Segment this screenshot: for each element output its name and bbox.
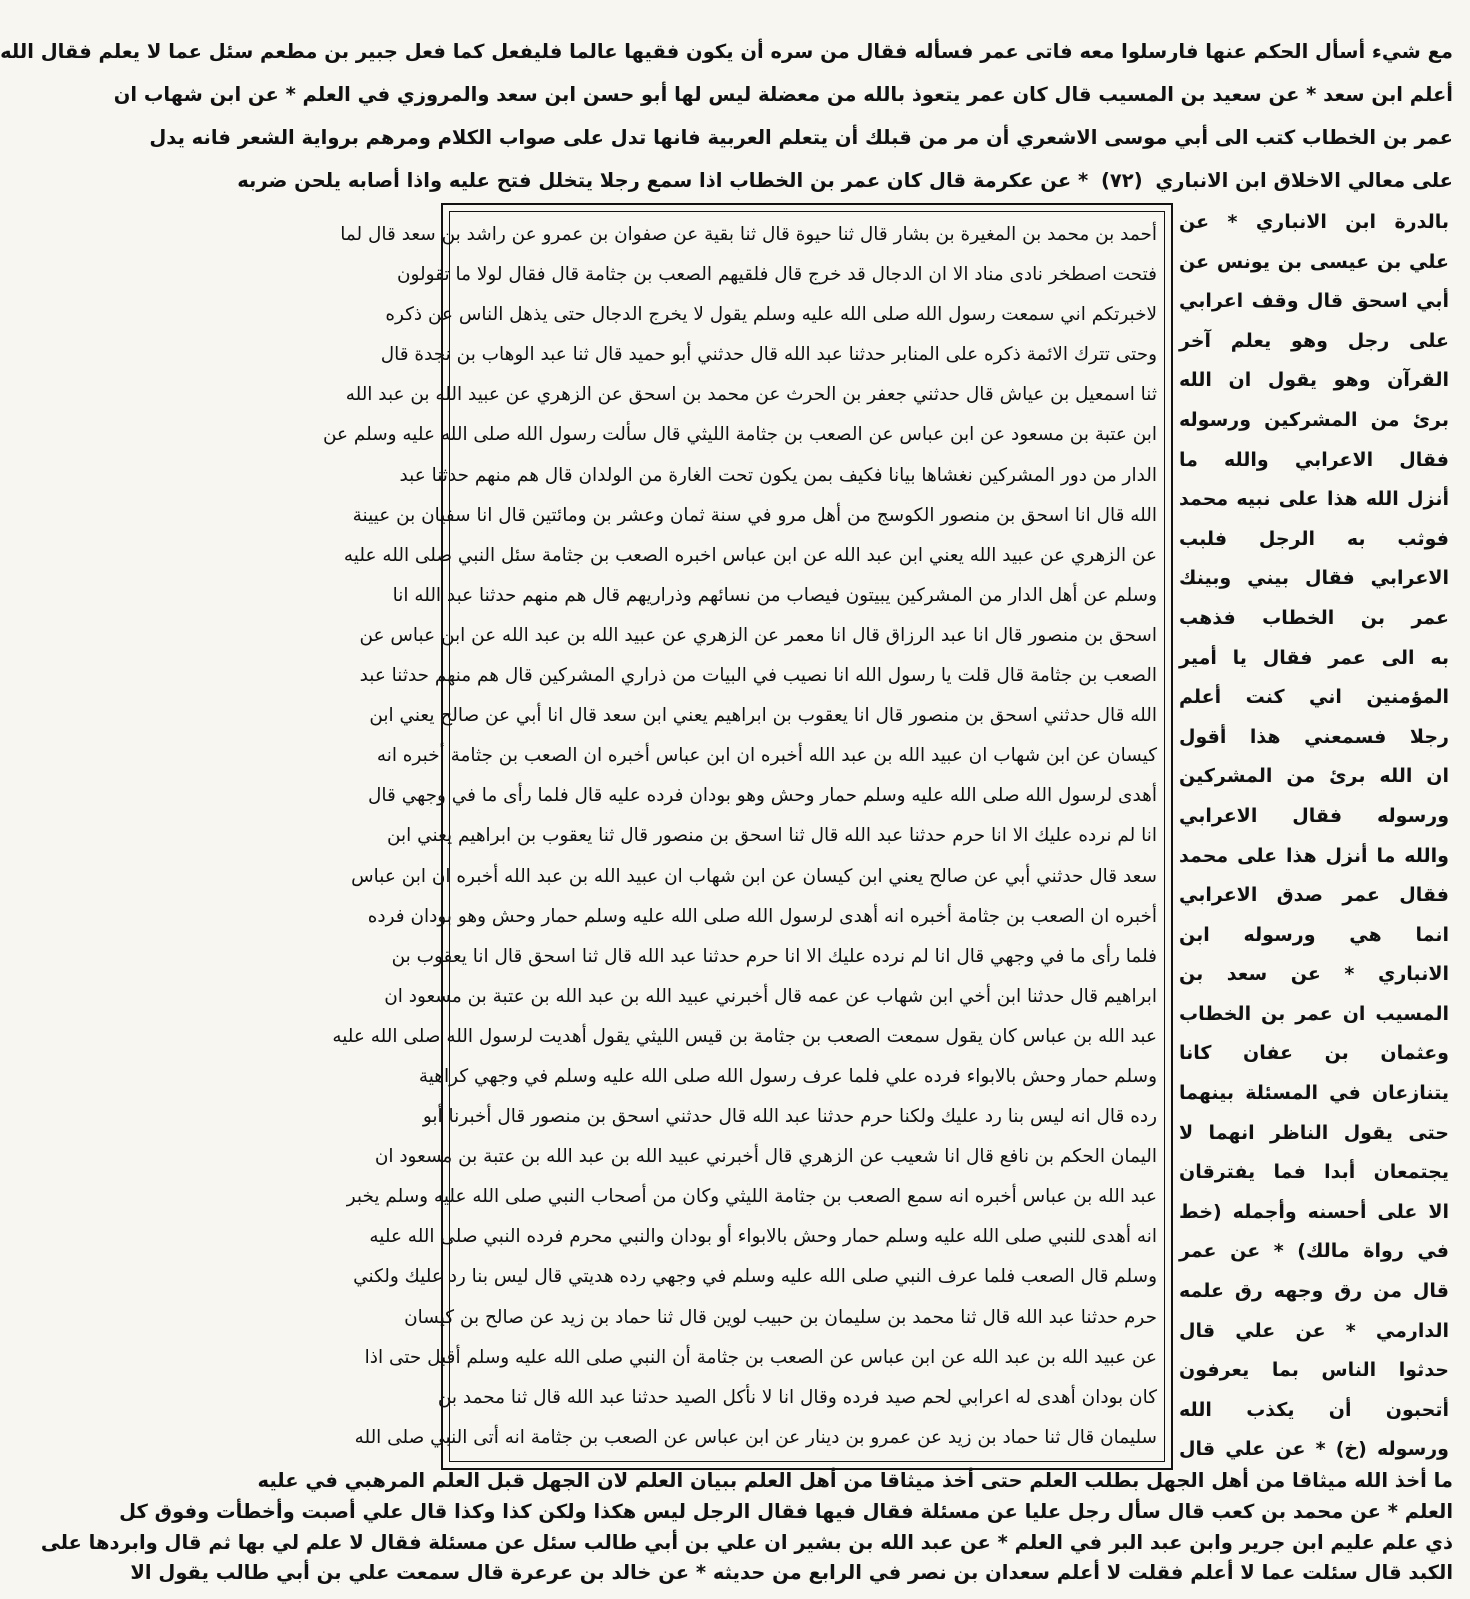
top-line: أعلم ابن سعد * عن سعيد بن المسيب قال كان عمر يتعوذ بالله من معضلة ليس لها أبو حسن ابن سعد والمروزي في العلم * عن ابن شهاب ان — [113, 83, 1453, 106]
frame-line: اسحق بن منصور قال انا عبد الرزاق قال انا معمر عن الزهري عن عبيد الله بن عبد الله عن ابن عباس عن — [359, 624, 1157, 646]
top-line: * عن عكرمة قال كان عمر بن الخطاب اذا سمع رجلا يتخلل فتح عليه واذا أصابه يلحن ضربه — [237, 169, 1089, 192]
margin-line: عمر بن الخطاب فذهب — [1179, 606, 1449, 629]
margin-line: على رجل وهو يعلم آخر — [1179, 329, 1449, 352]
frame-line: ابن عتبة بن مسعود عن ابن عباس عن الصعب بن جثامة الليثي قال سألت رسول الله صلى الله عليه وسلم عن — [322, 424, 1157, 446]
margin-line: أبي اسحق قال وقف اعرابي — [1179, 290, 1449, 313]
frame-line: عن عبيد الله بن عبد الله عن ابن عباس عن الصعب بن جثامة أن النبي صلى الله عليه وسلم أقبل حتى اذا — [364, 1346, 1157, 1368]
margin-column — [1179, 203, 1449, 1470]
frame-line: وسلم قال الصعب فلما عرف النبي صلى الله عليه وسلم في وجهي رده هديتي قال ليس بنا رد عليك ولكني — [353, 1266, 1157, 1288]
frame-line: لاخبرتكم اني سمعت رسول الله صلى الله عليه وسلم يقول لا يخرج الدجال حتى يذهل الناس عن ذكره — [385, 304, 1157, 326]
frame-line: عبد الله بن عباس كان يقول سمعت الصعب بن جثامة بن قيس الليثي يقول أهديت لرسول الله صلى الله عليه — [332, 1025, 1157, 1047]
frame-line: الله قال انا اسحق بن منصور الكوسج من أهل مرو في سنة ثمان وعشر بن ومائتين قال انا سفيان بن عيينة — [352, 504, 1157, 526]
margin-line: حتى يقول الناظر انهما لا — [1179, 1121, 1449, 1144]
margin-line: فقال الاعرابي والله ما — [1179, 448, 1449, 471]
frame-line: كيسان عن ابن شهاب ان عبيد الله بن عبد الله أخبره ان ابن عباس أخبره ان الصعب بن جثامة أخبره انه — [376, 745, 1157, 767]
margin-line: علي بن عيسى بن يونس عن — [1179, 250, 1449, 273]
frame-line: أحمد بن محمد بن المغيرة بن بشار قال ثنا حيوة قال ثنا بقية عن صفوان بن عمرو عن راشد بن سعد قال لما — [340, 224, 1157, 245]
frame-line: انه أهدى للنبي صلى الله عليه وسلم حمار وحش بالابواء أو بودان والنبي محرم فرده النبي صلى الله عليه — [369, 1226, 1157, 1248]
frame-line: ثنا اسمعيل بن عياش قال حدثني جعفر بن الحرث عن محمد بن اسحق عن الزهري عن عبيد الله بن عبد الله — [345, 384, 1157, 406]
margin-line: قال من رق وجهه رق علمه — [1179, 1280, 1449, 1303]
margin-line: الانباري * عن سعد بن — [1179, 963, 1449, 986]
frame-line: انا لم نرده عليك الا انا حرم حدثنا عبد الله قال ثنا اسحق بن منصور قال ثنا يعقوب بن ابراهيم يعني ابن — [387, 825, 1157, 847]
margin-line: يتنازعان في المسئلة بينهما — [1179, 1082, 1449, 1105]
margin-line: ان الله برئ من المشركين — [1179, 765, 1449, 788]
margin-line: أتحبون أن يكذب الله — [1179, 1398, 1449, 1421]
frame-line: سليمان قال ثنا حماد بن زيد عن عمرو بن دينار عن ابن عباس عن الصعب بن جثامة انه أتى النبي صلى الله — [354, 1426, 1157, 1448]
margin-line: يجتمعان أبدا فما يفترقان — [1179, 1161, 1449, 1184]
margin-line: برئ من المشركين ورسوله — [1179, 408, 1449, 431]
bottom-text-block — [40, 1466, 1453, 1589]
frame-line: اليمان الحكم بن نافع قال انا شعيب عن الزهري قال أخبرني عبيد الله بن عبد الله بن عتبة بن مسعود ان — [374, 1146, 1157, 1168]
top-line: مع شيء أسأل الحكم عنها فارسلوا معه فاتى عمر فسأله فقال من سره أن يكون فقيها عالما فليفعل كما فعل جبير بن مطعم سئل عما لا يعلم فقال الله — [0, 40, 1453, 63]
frame-line: وحتى تترك الائمة ذكره على المنابر حدثنا عبد الله قال حدثني أبو حميد قال ثنا عبد الوهاب بن نجدة قال — [380, 344, 1157, 366]
frame-line: عن الزهري عن عبيد الله يعني ابن عبد الله عن ابن عباس اخبره الصعب بن جثامة سئل النبي صلى الله عليه — [343, 544, 1157, 566]
margin-line: المسيب ان عمر بن الخطاب — [1179, 1002, 1449, 1025]
margin-line: بالدرة ابن الانباري * عن — [1179, 211, 1449, 233]
margin-line: فوثب به الرجل فلبب — [1179, 527, 1449, 550]
frame-line: عبد الله بن عباس أخبره انه سمع الصعب بن جثامة الليثي وكان من أصحاب النبي صلى الله عليه وسلم يخبر — [346, 1186, 1157, 1208]
frame-line: أهدى لرسول الله صلى الله عليه وسلم حمار وحش وهو بودان فرده عليه قال فلما رأى ما في وجهي قال — [368, 785, 1157, 807]
frame-line: أخبره ان الصعب بن جثامة أخبره انه أهدى لرسول الله صلى الله عليه وسلم حمار وحش وهو بودان فرده — [367, 905, 1157, 927]
margin-line: القرآن وهو يقول ان الله — [1179, 369, 1449, 392]
frame-line: فتحت اصطخر نادى مناد الا ان الدجال قد خرج قال فلقيهم الصعب بن جثامة قال فقال لولا ما تقولون — [396, 264, 1157, 286]
margin-line: المؤمنين اني كنت أعلم — [1179, 686, 1449, 709]
frame-line: كان بودان أهدى له اعرابي لحم صيد فرده وقال انا لا نأكل الصيد حدثنا عبد الله قال ثنا محمد بن — [437, 1386, 1157, 1408]
top-line: عمر بن الخطاب كتب الى أبي موسى الاشعري أن مر من قبلك أن يتعلم العربية فانها تدل على صواب الكلام ومرهم برواية الشعر فانه يدل — [149, 126, 1453, 149]
frame-line: حرم حدثنا عبد الله قال ثنا محمد بن سليمان بن حبيب لوين قال ثنا حماد بن زيد عن صالح بن كيسان — [404, 1306, 1157, 1328]
top-line-with-page-number — [237, 159, 1453, 202]
margin-line: ورسوله (خ) * عن علي قال — [1179, 1438, 1449, 1461]
margin-line: والله ما أنزل هذا على محمد — [1179, 844, 1449, 867]
frame-line: الدار من دور المشركين نغشاها بيانا فكيف بمن يكون تحت الغارة من الولدان قال هم منهم حدثنا عبد — [399, 464, 1157, 486]
frame-line: وسلم عن أهل الدار من المشركين يبيتون فيصاب من نسائهم وذراريهم قال هم منهم حدثنا عبد الله انا — [392, 584, 1157, 606]
margin-line: فقال عمر صدق الاعرابي — [1179, 884, 1449, 907]
bottom-line: ما أخذ الله ميثاقا من أهل الجهل بطلب العلم حتى أخذ ميثاقا من أهل العلم ببيان العلم لان الجهل قبل العلم المرهبي في عليه — [257, 1469, 1453, 1492]
page-number: (٧٢) — [1100, 169, 1143, 192]
frame-line: فلما رأى ما في وجهي قال انا لم نرده عليك الا انا حرم حدثنا عبد الله قال ثنا اسحق قال انا يعقوب بن — [391, 945, 1157, 967]
frame-line: الله قال حدثني اسحق بن منصور قال انا يعقوب بن ابراهيم يعني ابن سعد قال انا أبي عن صالح يعني ابن — [369, 705, 1157, 727]
margin-line: أنزل الله هذا على نبيه محمد — [1179, 488, 1449, 511]
margin-line: الاعرابي فقال بيني وبينك — [1179, 567, 1449, 590]
frame-line: وسلم حمار وحش بالابواء فرده علي فلما عرف رسول الله صلى الله عليه وسلم في وجهي كراهية — [418, 1065, 1157, 1087]
margin-line: ورسوله فقال الاعرابي — [1179, 804, 1449, 827]
bottom-line: العلم * عن محمد بن كعب قال سأل رجل عليا عن مسئلة فقال فيها فقال الرجل ليس هكذا ولكن كذا وكذا قال علي أصبت وأخطأت وفوق كل — [119, 1499, 1453, 1523]
margin-line: به الى عمر فقال يا أمير — [1179, 646, 1449, 669]
frame-line: الصعب بن جثامة قال قلت يا رسول الله انا نصيب في البيات من ذراري المشركين قال هم منهم حدثنا عبد — [359, 665, 1157, 687]
bottom-line: ذي علم عليم ابن جرير وابن عبد البر في العلم * عن عبد الله بن بشير ان علي بن أبي طالب سئل عن مسئلة فقال لا علم لي بها ثم قال وابردها على — [40, 1530, 1453, 1554]
frame-line: ابراهيم قال حدثنا ابن أخي ابن شهاب عن عمه قال أخبرني عبيد الله بن عبد الله بن عتبة بن مسعود ان — [384, 985, 1157, 1007]
margin-line: رجلا فسمعني هذا أقول — [1179, 725, 1449, 748]
margin-line: في رواة مالك) * عن عمر — [1179, 1240, 1449, 1263]
margin-line: حدثوا الناس بما يعرفون — [1179, 1359, 1449, 1382]
frame-line: رده قال انه ليس بنا رد عليك ولكنا حرم حدثنا عبد الله قال حدثني اسحق بن منصور قال أخبرنا أبو — [422, 1106, 1157, 1128]
framed-text-block — [322, 215, 1157, 1458]
margin-line: وعثمان بن عفان كانا — [1179, 1042, 1449, 1065]
bottom-line: الكبد قال سئلت عما لا أعلم فقلت لا أعلم سعدان بن نصر في الرابع من حديثه * عن خالد بن عرعرة قال سمعت علي بن أبي طالب يقول الا — [130, 1561, 1453, 1585]
margin-line: الدارمي * عن علي قال — [1179, 1319, 1449, 1342]
top-text-block — [0, 30, 1453, 202]
margin-line: الا على أحسنه وأجمله (خط — [1179, 1200, 1449, 1223]
frame-line: سعد قال حدثني أبي عن صالح يعني ابن كيسان عن ابن شهاب ان عبيد الله بن عبد الله أخبره ان ابن عباس — [351, 865, 1157, 887]
top-line: على معالي الاخلاق ابن الانباري — [1155, 169, 1453, 192]
margin-line: انما هي ورسوله ابن — [1179, 923, 1449, 946]
